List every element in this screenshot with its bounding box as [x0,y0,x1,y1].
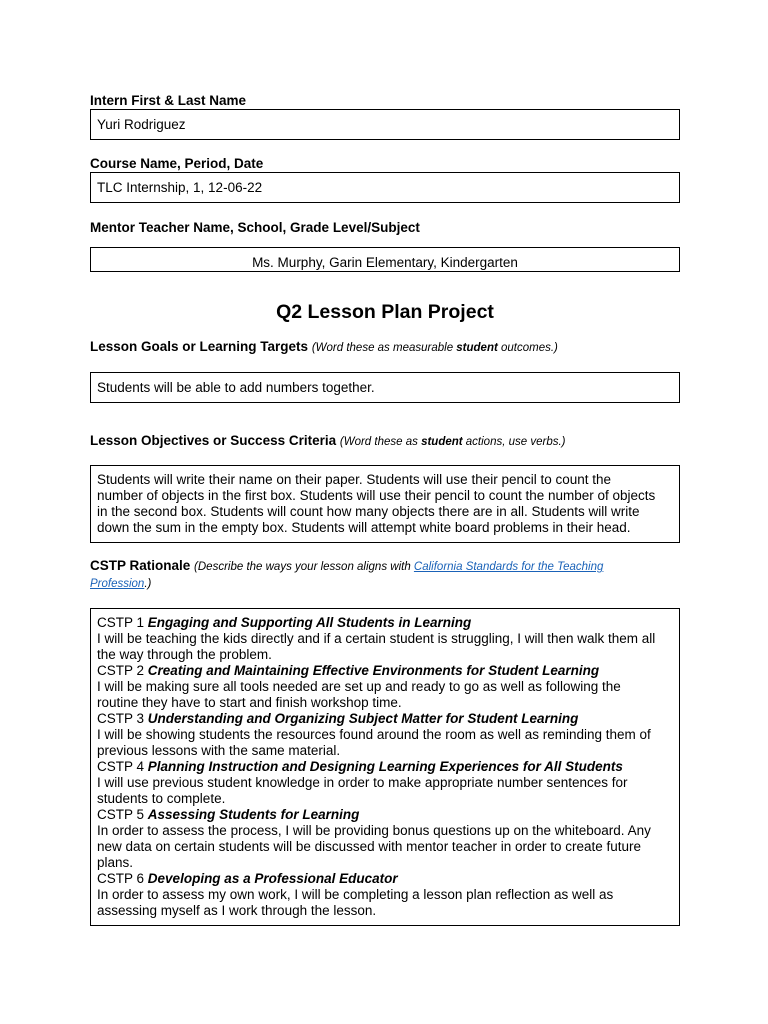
objectives-line: in the second box. Students will count how many objects there are in all. Students will write [97,504,640,519]
cstp-title: Engaging and Supporting All Students in Learning [147,615,472,630]
objectives-field [90,465,680,543]
cstp-line: the way through the problem. [97,647,272,662]
goals-label-text: Lesson Goals or Learning Targets [90,339,309,354]
cstp-number: CSTP 1 [97,615,145,630]
objectives-line: down the sum in the empty box. Students will attempt white board problems in their head. [97,520,631,535]
cstp-rationale-box [90,608,680,926]
cstp-line: previous lessons with the same material. [97,743,341,758]
cstp-title: Planning Instruction and Designing Learning Experiences for All Students [147,759,623,774]
cstp-number: CSTP 3 [97,711,145,726]
intern-name-field: Yuri Rodriguez [90,109,680,140]
cstp-title: Developing as a Professional Educator [147,871,398,886]
course-field: TLC Internship, 1, 12-06-22 [90,172,680,203]
course-label: Course Name, Period, Date [90,156,264,171]
goals-note [312,342,558,354]
goals-note-post: outcomes.) [497,342,558,354]
objectives-note [340,436,566,448]
objectives-label-text: Lesson Objectives or Success Criteria [90,433,337,448]
cstp-number: CSTP 2 [97,663,145,678]
goals-label [90,338,680,357]
cstp-line: students to complete. [97,791,226,806]
mentor-label: Mentor Teacher Name, School, Grade Level/Subject [90,220,420,235]
cstp-item-1 [97,615,673,631]
objectives-label [90,432,680,451]
mentor-field: Ms. Murphy, Garin Elementary, Kindergarten [90,247,680,272]
cstp-item-4 [97,759,673,775]
cstp-line: I will be teaching the kids directly and if a certain student is struggling, I will then walk them all [97,631,656,646]
cstp-title: Assessing Students for Learning [147,807,360,822]
cstp-label-text: CSTP Rationale [90,558,191,573]
cstp-item-6 [97,871,673,887]
page-title: Q2 Lesson Plan Project [276,301,494,323]
cstp-line: plans. [97,855,134,870]
cstp-title: Creating and Maintaining Effective Environments for Student Learning [147,663,600,678]
cstp-line: new data on certain students will be discussed with mentor teacher in order to create future [97,839,642,854]
cstp-line: I will be making sure all tools needed are set up and ready to go as well as following the [97,679,621,694]
cstp-item-2 [97,663,673,679]
cstp-line: I will use previous student knowledge in order to make appropriate number sentences for [97,775,628,790]
cstp-note-post: .) [144,578,152,590]
goals-note-pre: (Word these as measurable [311,342,457,354]
cstp-number: CSTP 5 [97,807,145,822]
objectives-line: number of objects in the first box. Students will use their pencil to count the number of objects [97,488,656,503]
cstp-standards-link[interactable]: California Standards for the Teaching [413,561,604,573]
document-page [90,92,680,926]
cstp-line: In order to assess the process, I will be providing bonus questions up on the whiteboard. Any [97,823,651,838]
cstp-line: assessing myself as I work through the lesson. [97,903,377,918]
cstp-standards-link-cont[interactable]: Profession [90,578,145,590]
objectives-note-pre: (Word these as [339,436,422,448]
goals-field: Students will be able to add numbers together. [90,372,680,403]
cstp-note-pre: (Describe the ways your lesson aligns with [194,561,414,573]
cstp-item-5 [97,807,673,823]
cstp-line: routine they have to start and finish workshop time. [97,695,402,710]
cstp-item-3 [97,711,673,727]
objectives-note-post: actions, use verbs.) [462,436,566,448]
objectives-note-bold: student [421,436,463,448]
intern-name-label: Intern First & Last Name [90,93,247,108]
cstp-label [90,558,680,592]
goals-note-bold: student [456,342,498,354]
objectives-line: Students will write their name on their paper. Students will use their pencil to count the [97,472,612,487]
cstp-number: CSTP 6 [97,871,145,886]
cstp-title: Understanding and Organizing Subject Matter for Student Learning [147,711,579,726]
cstp-line: In order to assess my own work, I will be completing a lesson plan reflection as well as [97,887,614,902]
cstp-line: I will be showing students the resources found around the room as well as reminding them of [97,727,651,742]
cstp-number: CSTP 4 [97,759,145,774]
